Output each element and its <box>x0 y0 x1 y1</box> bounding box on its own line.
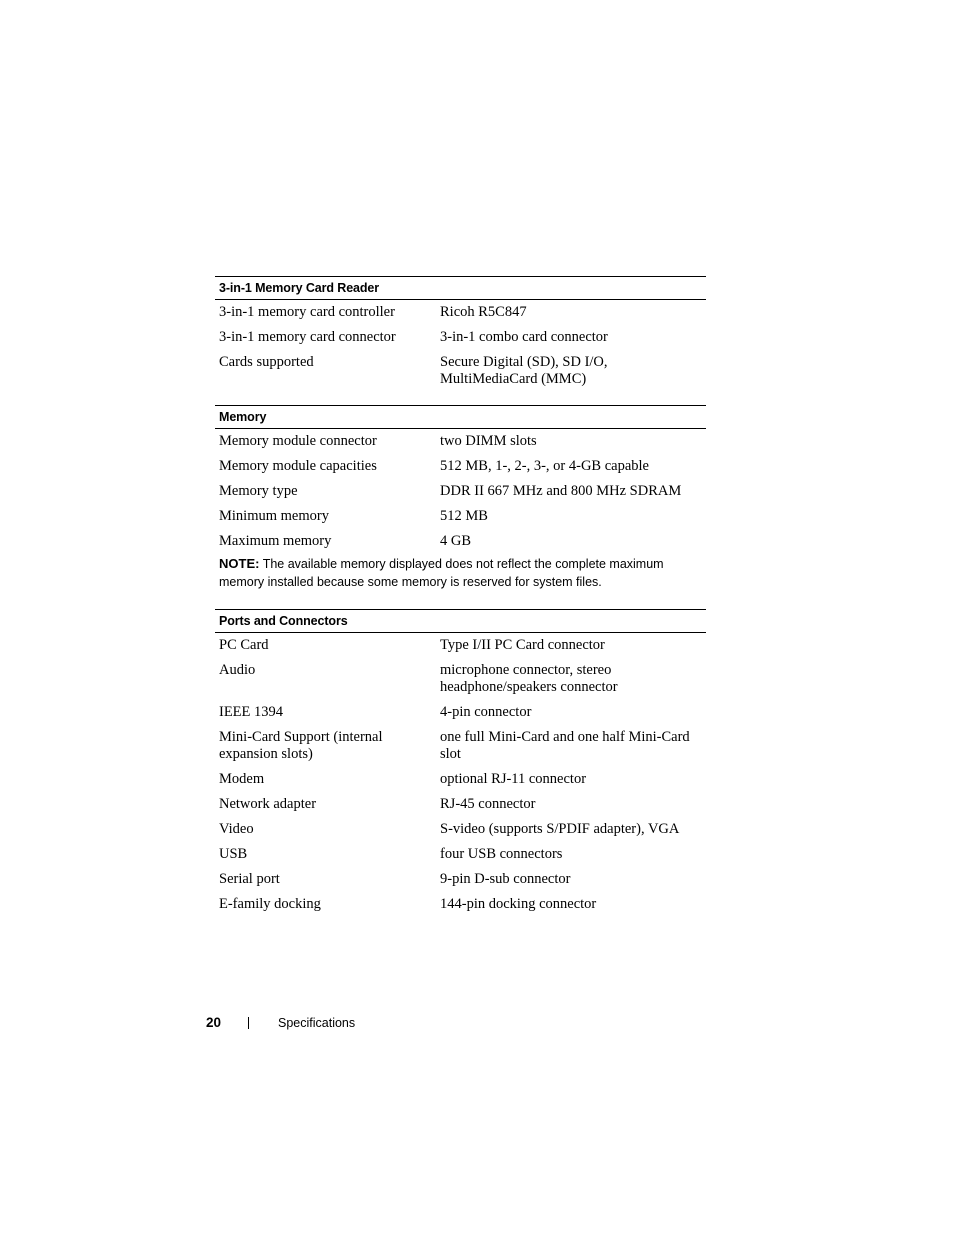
spec-row <box>215 867 706 892</box>
spec-row <box>215 817 706 842</box>
spec-row <box>215 700 706 725</box>
spec-value: one full Mini-Card and one half Mini-Card slot <box>440 729 690 762</box>
spec-value: S-video (supports S/PDIF adapter), VGA <box>440 821 680 837</box>
spec-row <box>215 325 706 350</box>
spec-label: Minimum memory <box>219 508 329 524</box>
spec-label: USB <box>219 846 248 862</box>
section-memory-card-reader <box>215 276 706 392</box>
spec-label: Memory type <box>219 483 298 499</box>
spec-value: four USB connectors <box>440 846 563 862</box>
spec-row <box>215 454 706 479</box>
spec-label: Network adapter <box>219 796 317 812</box>
spec-row <box>215 658 706 700</box>
spec-label: PC Card <box>219 637 269 653</box>
spec-label: Modem <box>219 771 265 787</box>
spec-row <box>215 633 706 658</box>
spec-label: E-family docking <box>219 896 321 912</box>
section-title: Ports and Connectors <box>215 609 706 633</box>
spec-row <box>215 529 706 554</box>
spec-row <box>215 350 706 392</box>
spec-value: two DIMM slots <box>440 433 537 449</box>
spec-label: Mini-Card Support (internal expansion slots) <box>219 729 383 762</box>
spec-value: Type I/II PC Card connector <box>440 637 605 653</box>
spec-value: microphone connector, stereo headphone/speakers connector <box>440 662 618 695</box>
note-block <box>219 555 699 591</box>
spec-row <box>215 429 706 454</box>
section-title: 3-in-1 Memory Card Reader <box>215 276 706 300</box>
spec-value: 512 MB, 1-, 2-, 3-, or 4-GB capable <box>440 458 649 474</box>
spec-label: Maximum memory <box>219 533 332 549</box>
spec-value: 4-pin connector <box>440 704 532 720</box>
spec-table <box>215 429 706 554</box>
spec-row <box>215 504 706 529</box>
spec-row <box>215 892 706 917</box>
spec-table <box>215 633 706 917</box>
page-number: 20 <box>206 1015 222 1030</box>
spec-value: 3-in-1 combo card connector <box>440 329 608 345</box>
footer-divider <box>248 1017 249 1029</box>
note-text: The available memory displayed does not reflect the complete maximum memory installed because some memory is reserved for system files. <box>219 557 664 589</box>
spec-row <box>215 300 706 325</box>
note-label: NOTE: <box>219 556 260 571</box>
footer-section-title: Specifications <box>278 1016 356 1030</box>
spec-row <box>215 767 706 792</box>
spec-table <box>215 300 706 392</box>
spec-value: 4 GB <box>440 533 472 549</box>
spec-value: DDR II 667 MHz and 800 MHz SDRAM <box>440 483 682 499</box>
spec-label: 3-in-1 memory card controller <box>219 304 395 320</box>
spec-label: 3-in-1 memory card connector <box>219 329 396 345</box>
spec-row <box>215 842 706 867</box>
spec-label: Cards supported <box>219 354 314 370</box>
section-ports-connectors <box>215 609 706 917</box>
spec-value: Secure Digital (SD), SD I/O, MultiMediaCard (MMC) <box>440 354 608 387</box>
spec-label: Serial port <box>219 871 280 887</box>
spec-value: 9-pin D-sub connector <box>440 871 571 887</box>
spec-label: IEEE 1394 <box>219 704 284 720</box>
spec-row <box>215 479 706 504</box>
spec-row <box>215 792 706 817</box>
spec-label: Audio <box>219 662 256 678</box>
section-memory <box>215 405 706 554</box>
spec-value: 512 MB <box>440 508 488 524</box>
spec-label: Memory module capacities <box>219 458 377 474</box>
spec-value: Ricoh R5C847 <box>440 304 527 320</box>
spec-value: optional RJ-11 connector <box>440 771 587 787</box>
section-title: Memory <box>215 405 706 429</box>
spec-label: Memory module connector <box>219 433 377 449</box>
spec-row <box>215 725 706 767</box>
spec-value: RJ-45 connector <box>440 796 536 812</box>
spec-label: Video <box>219 821 254 837</box>
spec-value: 144-pin docking connector <box>440 896 597 912</box>
